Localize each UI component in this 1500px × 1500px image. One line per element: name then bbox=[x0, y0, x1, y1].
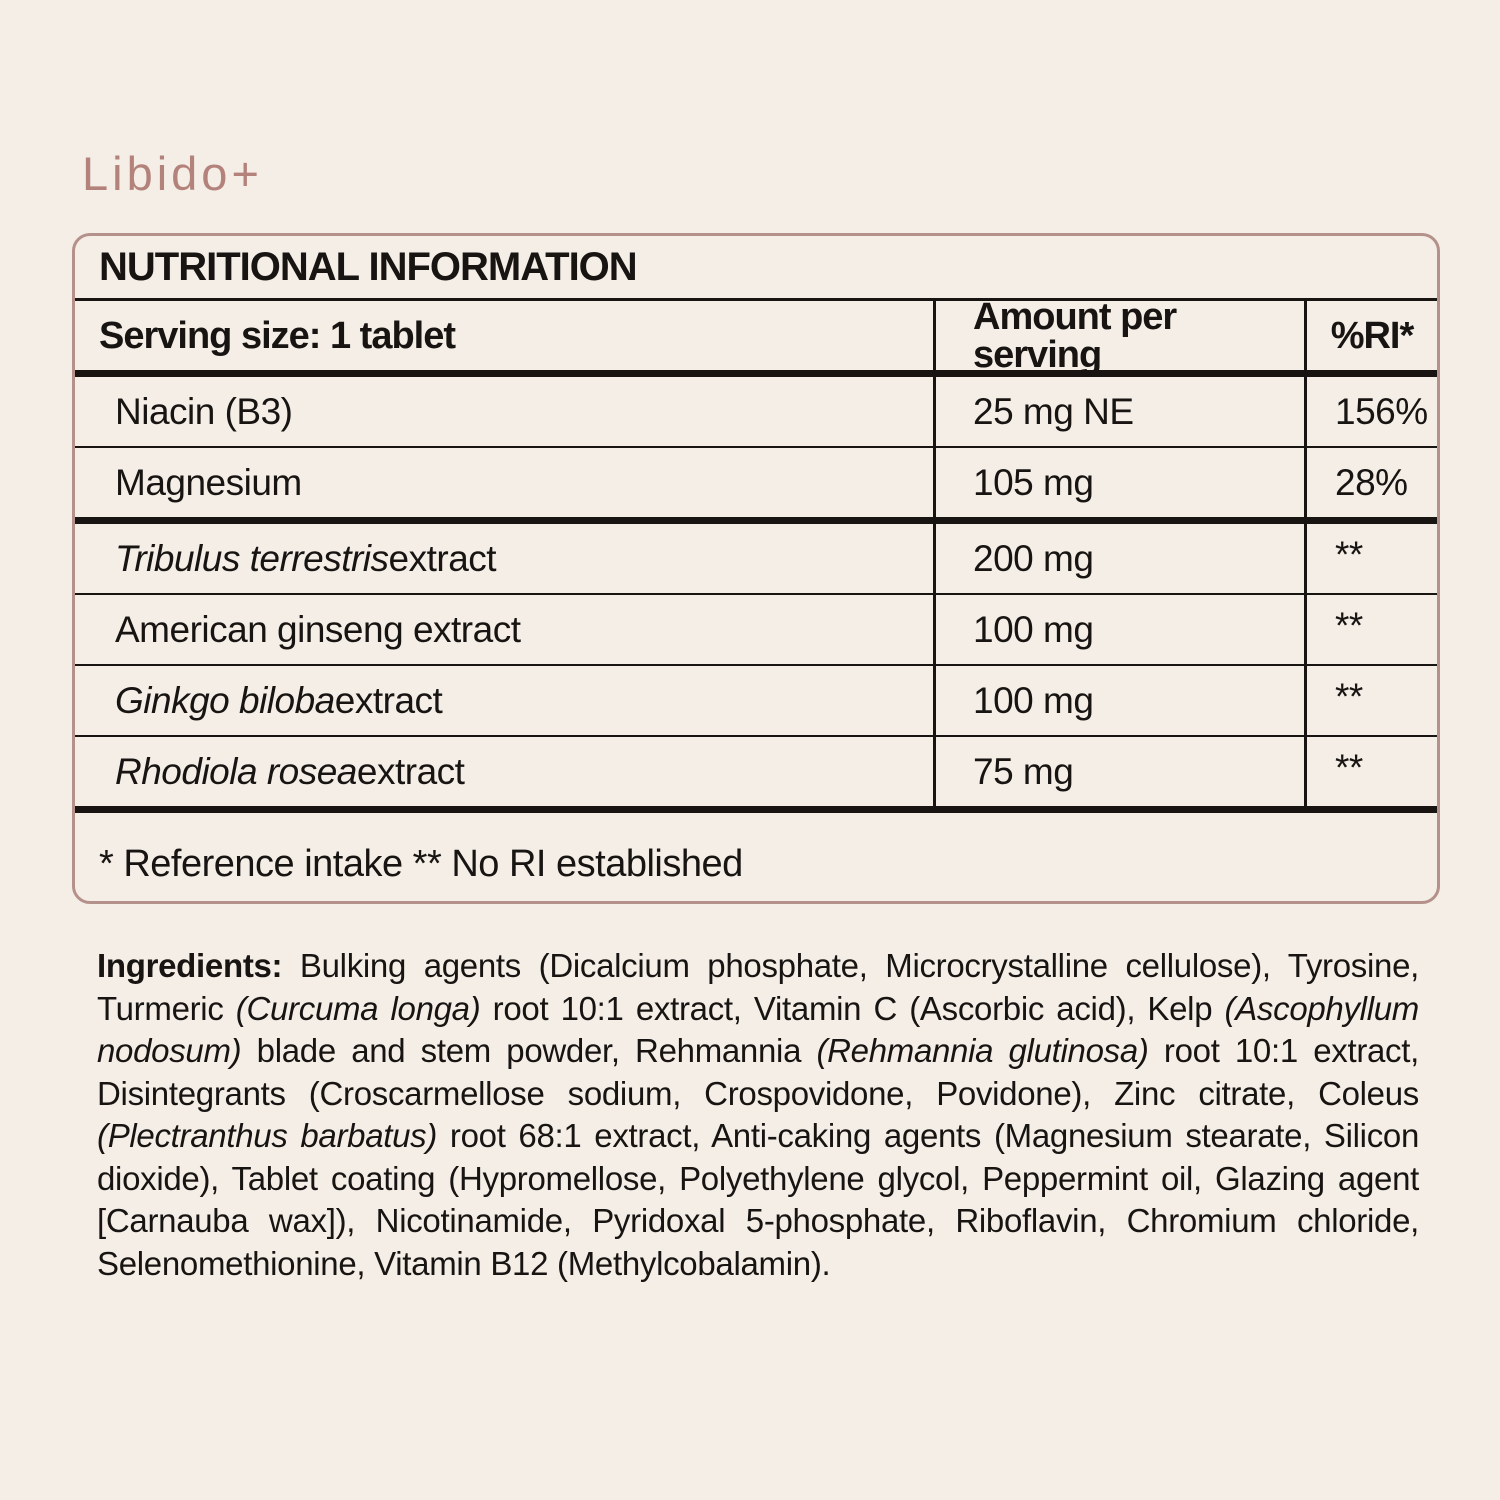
table-row-tribulus bbox=[75, 524, 1437, 595]
nutrient-name-text: extract bbox=[356, 751, 465, 792]
table-row-american-ginseng bbox=[75, 595, 1437, 666]
nutrient-name-text: American ginseng extract bbox=[115, 609, 521, 650]
nutrition-table-title: NUTRITIONAL INFORMATION bbox=[75, 236, 1437, 301]
reference-intake-footnote: * Reference intake ** No RI established bbox=[99, 842, 743, 885]
ingredients-paragraph: Ingredients: Bulking agents (Dicalcium phosphate, Microcrystalline cellulose), Tyrosine, Turmeric (Curcuma longa) root 10:1 extract, Vitamin C (Ascorbic acid), Kelp (Ascophyllum nodosum) blade and stem powder, Rehmannia (Rehmannia glutinosa) root 10:1 extract, Disintegrants (Croscarmellose sodium, Crospovidone, Povidone), Zinc citrate, Coleus (Plectranthus barbatus) root 68:1 extract, Anti-caking agents (Magnesium stearate, Silicon dioxide), Tablet coating (Hypromellose, Polyethylene glycol, Peppermint oil, Glazing agent [Carnauba wax]), Nicotinamide, Pyridoxal 5-phosphate, Riboflavin, Chromium chloride, Selenomethionine, Vitamin B12 (Methylcobalamin). bbox=[97, 947, 1419, 1282]
nutrient-name bbox=[75, 377, 933, 446]
table-header-row bbox=[75, 295, 1437, 377]
nutrient-ri: ** bbox=[1304, 595, 1437, 664]
nutrient-name-text: extract bbox=[388, 538, 497, 579]
nutrient-name bbox=[75, 737, 933, 806]
nutrient-name-text: extract bbox=[334, 680, 443, 721]
nutrient-name-text: Magnesium bbox=[115, 462, 302, 503]
nutrient-ri: ** bbox=[1304, 666, 1437, 735]
nutrient-ri: ** bbox=[1304, 524, 1437, 593]
table-row-magnesium bbox=[75, 448, 1437, 524]
nutrient-name bbox=[75, 666, 933, 735]
nutrition-table bbox=[72, 233, 1440, 904]
nutrient-ri: 28% bbox=[1304, 448, 1437, 517]
nutrient-name-text: Niacin (B3) bbox=[115, 391, 293, 432]
nutrient-name bbox=[75, 595, 933, 664]
nutrient-ri: 156% bbox=[1304, 377, 1437, 446]
nutrient-latin-name: Rhodiola rosea bbox=[115, 751, 357, 792]
amount-per-serving-header: Amount per serving bbox=[933, 301, 1304, 370]
nutrient-amount: 200 mg bbox=[933, 524, 1304, 593]
nutrient-name bbox=[75, 524, 933, 593]
nutrient-ri: ** bbox=[1304, 737, 1437, 806]
nutrient-amount: 105 mg bbox=[933, 448, 1304, 517]
nutrient-latin-name: Ginkgo biloba bbox=[115, 680, 335, 721]
nutrient-amount: 25 mg NE bbox=[933, 377, 1304, 446]
table-row-niacin bbox=[75, 377, 1437, 448]
table-row-ginkgo bbox=[75, 666, 1437, 737]
nutrient-name bbox=[75, 448, 933, 517]
nutrient-amount: 100 mg bbox=[933, 595, 1304, 664]
nutrient-latin-name: Tribulus terrestris bbox=[115, 538, 389, 579]
nutrient-amount: 75 mg bbox=[933, 737, 1304, 806]
serving-size-header: Serving size: 1 tablet bbox=[99, 314, 456, 357]
nutrient-amount: 100 mg bbox=[933, 666, 1304, 735]
ri-header: %RI* bbox=[1304, 301, 1437, 370]
brand-logo: Libido+ bbox=[82, 147, 263, 200]
table-row-rhodiola bbox=[75, 737, 1437, 813]
